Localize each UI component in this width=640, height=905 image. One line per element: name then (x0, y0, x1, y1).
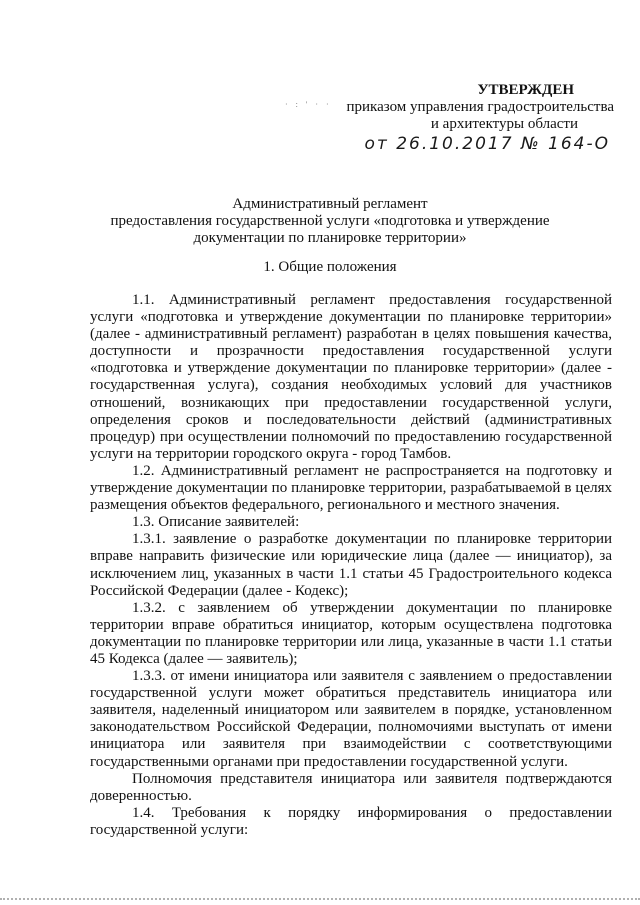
title-line-1: Административный регламент (232, 196, 428, 212)
scan-specks: · : ' · · (285, 100, 332, 109)
title-line-3: документации по планировке территории» (193, 230, 467, 246)
title-line-2: предоставления государственной услуги «подготовка и утверждение (110, 213, 550, 229)
paragraph-1-1: 1.1. Административный регламент предоставления государственной услуги «подготовка и утверждение документации по планировке территории» (далее - административный регламент) разработан в целях повышения качества, доступности и прозрачности предоставления государственной услуги «подготовка и утверждение документации по планировке территории» (далее - государственная услуга), создания необходимых условий для участников отношений, возникающих при предоставлении государственной услуги, определения сроков и последовательности действий (административных процедур) при осуществлении полномочий по предоставлению государственной услуги на территории городского округа - город Тамбов. (90, 292, 612, 462)
paragraph-1-2: 1.2. Административный регламент не распространяется на подготовку и утверждение документации по планировке территории, разрабатываемой в целях размещения объектов федерального, регионального и местного значения. (90, 462, 612, 514)
paragraph-1-3-2: 1.3.2. с заявлением об утверждении документации по планировке территории вправе обратиться инициатор, которым осуществлена подготовка документации по планировке территории или лица, указанные в части 1.1 статьи 45 Кодекса (далее — заявитель); (90, 599, 612, 667)
scan-edge-line (0, 898, 640, 900)
paragraph-1-3-1: 1.3.1. заявление о разработке документации по планировке территории вправе направить физические или юридические лица (далее — инициатор), за исключением лиц, указанных в части 1.1 статьи 45 Градостроительного кодекса Российской Федерации (далее - Кодекс); (90, 531, 612, 599)
approval-stamp-block (314, 82, 614, 153)
paragraph-1-3-3: 1.3.3. от имени инициатора или заявителя с заявлением о предоставлении государственной услуги может обратиться представитель инициатора или заявителя, наделенный инициатором или заявителем в порядке, установленном законодательством Российской Федерации, полномочиями выступать от имени инициатора или заявителя при взаимодействии с соответствующими государственными органами при предоставлении государственной услуги. (90, 668, 612, 770)
approval-title: УТВЕРЖДЕН (477, 82, 574, 98)
approval-line-1: приказом управления градостроительства (346, 99, 614, 115)
handwritten-order-date: от 26.10.2017 № 164-О (364, 134, 610, 154)
paragraph-1-3: 1.3. Описание заявителей: (132, 514, 300, 531)
approval-line-2: и архитектуры области (430, 116, 578, 132)
paragraph-authority: Полномочия представителя инициатора или заявителя подтверждаются доверенностью. (90, 770, 612, 804)
document-body (90, 292, 612, 839)
section-heading: 1. Общие положения (263, 259, 397, 275)
document-title (60, 196, 600, 247)
paragraph-1-4: 1.4. Требования к порядку информирования о предоставлении государственной услуги: (90, 804, 612, 838)
